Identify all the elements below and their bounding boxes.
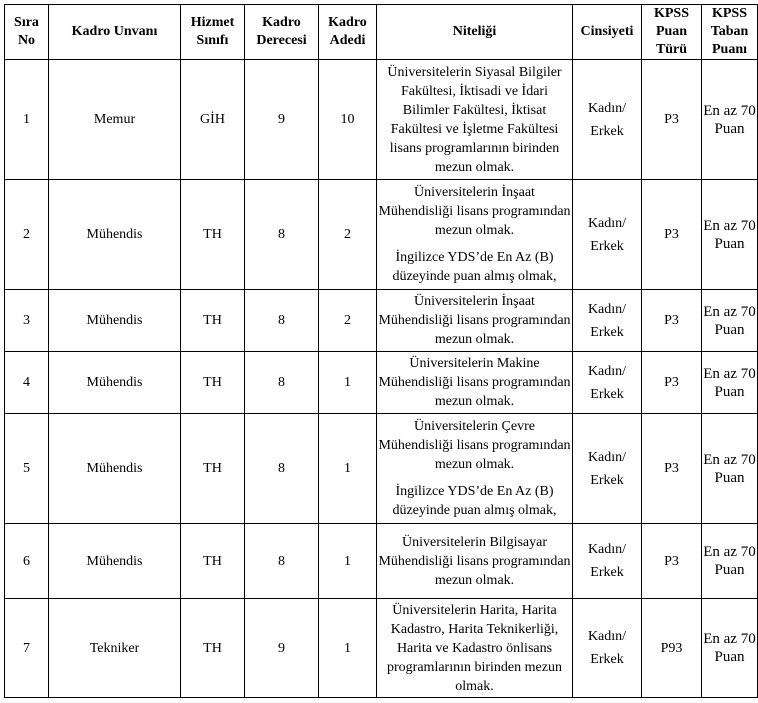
nitelik-paragraph: Üniversitelerin Çevre Mühendisliği lisans programından mezun olmak. (378, 419, 571, 472)
header-kadro-adedi: Kadro Adedi (319, 5, 377, 60)
cell-kpss-puan-turu: P93 (642, 599, 702, 698)
table-row (5, 599, 758, 698)
cell-kadro-unvani: Mühendis (49, 180, 181, 290)
cell-kadro-unvani: Tekniker (49, 599, 181, 698)
cell-kpss-taban-puani: En az 70 Puan (702, 599, 758, 698)
nitelik-paragraph: Üniversitelerin İnşaat Mühendisliği lisans programından mezun olmak. (378, 294, 571, 347)
cell-kadro-derecesi: 8 (245, 524, 319, 599)
cell-hizmet-sinifi: TH (181, 180, 245, 290)
cell-kpss-puan-turu: P3 (642, 60, 702, 180)
nitelik-paragraph: Üniversitelerin Siyasal Bilgiler Fakültesi, İktisadi ve İdari Bilimler Fakültesi, İktisat Fakültesi ve İşletme Fakültesi lisans programlarının birinden mezun olmak. (387, 64, 562, 175)
cell-kadro-adedi: 1 (319, 352, 377, 414)
header-kadro-derecesi: Kadro Derecesi (245, 5, 319, 60)
header-row (5, 5, 758, 60)
cell-niteligi (377, 180, 573, 290)
cell-niteligi (377, 414, 573, 524)
nitelik-paragraph: Üniversitelerin Makine Mühendisliği lisans programından mezun olmak. (378, 356, 571, 409)
cell-cinsiyeti: Kadın/ Erkek (573, 180, 642, 290)
cell-kadro-unvani: Mühendis (49, 524, 181, 599)
cell-sira-no: 7 (5, 599, 49, 698)
cell-niteligi (377, 352, 573, 414)
cell-sira-no: 1 (5, 60, 49, 180)
cell-kpss-taban-puani: En az 70 Puan (702, 352, 758, 414)
nitelik-paragraph: Üniversitelerin Bilgisayar Mühendisliği lisans programından mezun olmak. (378, 534, 571, 588)
cell-sira-no: 3 (5, 290, 49, 352)
cell-hizmet-sinifi: TH (181, 414, 245, 524)
cell-hizmet-sinifi: TH (181, 524, 245, 599)
cell-cinsiyeti: Kadın/ Erkek (573, 414, 642, 524)
cell-niteligi (377, 60, 573, 180)
cell-cinsiyeti: Kadın/ Erkek (573, 599, 642, 698)
cell-kadro-derecesi: 9 (245, 60, 319, 180)
cell-kadro-unvani: Mühendis (49, 290, 181, 352)
cell-kpss-taban-puani: En az 70 Puan (702, 414, 758, 524)
cell-kpss-taban-puani: En az 70 Puan (702, 60, 758, 180)
table-row (5, 60, 758, 180)
nitelik-paragraph: Üniversitelerin Harita, Harita Kadastro, Harita Teknikerliği, Harita ve Kadastro önlisans programlarının birinden mezun olmak. (387, 602, 562, 694)
cell-kadro-unvani: Mühendis (49, 352, 181, 414)
cell-kpss-taban-puani: En az 70 Puan (702, 524, 758, 599)
cell-kadro-adedi: 10 (319, 60, 377, 180)
cell-kadro-adedi: 1 (319, 414, 377, 524)
table-row (5, 524, 758, 599)
cell-kadro-adedi: 1 (319, 599, 377, 698)
cell-kadro-derecesi: 8 (245, 352, 319, 414)
table-row (5, 414, 758, 524)
header-kadro-unvani: Kadro Unvanı (49, 5, 181, 60)
cell-cinsiyeti: Kadın/ Erkek (573, 524, 642, 599)
cell-kadro-derecesi: 8 (245, 290, 319, 352)
cell-kpss-puan-turu: P3 (642, 290, 702, 352)
cell-hizmet-sinifi: GİH (181, 60, 245, 180)
cell-kpss-taban-puani: En az 70 Puan (702, 290, 758, 352)
cell-hizmet-sinifi: TH (181, 290, 245, 352)
cell-niteligi (377, 290, 573, 352)
table-row (5, 180, 758, 290)
cell-hizmet-sinifi: TH (181, 599, 245, 698)
table-row (5, 352, 758, 414)
cell-kpss-puan-turu: P3 (642, 414, 702, 524)
cell-cinsiyeti: Kadın/ Erkek (573, 60, 642, 180)
cell-sira-no: 5 (5, 414, 49, 524)
cell-sira-no: 4 (5, 352, 49, 414)
cell-cinsiyeti: Kadın/ Erkek (573, 290, 642, 352)
cell-kadro-adedi: 1 (319, 524, 377, 599)
cell-sira-no: 6 (5, 524, 49, 599)
cell-kpss-taban-puani: En az 70 Puan (702, 180, 758, 290)
header-niteligi: Niteliği (377, 5, 573, 60)
cell-hizmet-sinifi: TH (181, 352, 245, 414)
cell-kpss-puan-turu: P3 (642, 352, 702, 414)
cell-kadro-adedi: 2 (319, 290, 377, 352)
kadro-table (4, 4, 758, 698)
cell-kadro-derecesi: 8 (245, 180, 319, 290)
header-cinsiyeti: Cinsiyeti (573, 5, 642, 60)
header-hizmet-sinifi: Hizmet Sınıfı (181, 5, 245, 60)
cell-kadro-unvani: Memur (49, 60, 181, 180)
cell-niteligi (377, 599, 573, 698)
cell-kadro-derecesi: 9 (245, 599, 319, 698)
nitelik-paragraph: İngilizce YDS’de En Az (B) düzeyinde puan almış olmak, (392, 250, 557, 284)
header-kpss-taban-puani: KPSS Taban Puanı (702, 5, 758, 60)
table-row (5, 290, 758, 352)
cell-kpss-puan-turu: P3 (642, 180, 702, 290)
cell-niteligi (377, 524, 573, 599)
cell-kadro-derecesi: 8 (245, 414, 319, 524)
header-sira-no: Sıra No (5, 5, 49, 60)
header-kpss-puan-turu: KPSS Puan Türü (642, 5, 702, 60)
cell-kpss-puan-turu: P3 (642, 524, 702, 599)
nitelik-paragraph: İngilizce YDS’de En Az (B) düzeyinde puan almış olmak, (392, 484, 557, 518)
nitelik-paragraph: Üniversitelerin İnşaat Mühendisliği lisans programından mezun olmak. (378, 185, 571, 238)
cell-kadro-adedi: 2 (319, 180, 377, 290)
cell-cinsiyeti: Kadın/ Erkek (573, 352, 642, 414)
cell-sira-no: 2 (5, 180, 49, 290)
cell-kadro-unvani: Mühendis (49, 414, 181, 524)
